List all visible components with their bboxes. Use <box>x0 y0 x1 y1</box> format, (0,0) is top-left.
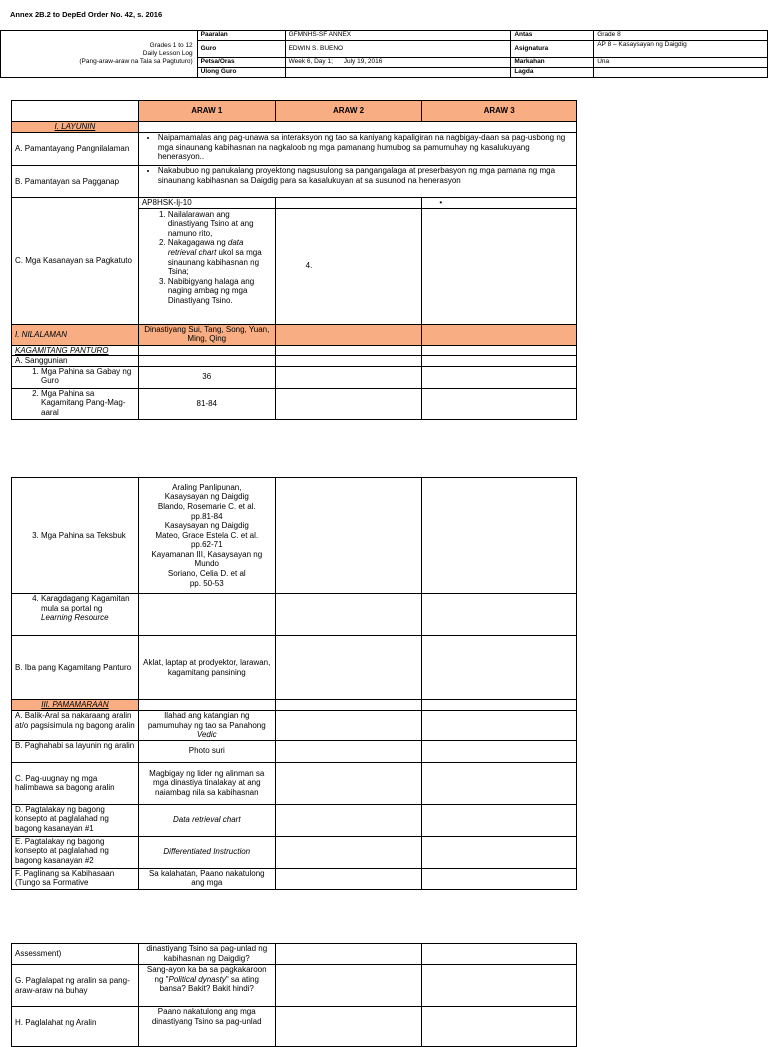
gabay-araw3 <box>422 366 577 388</box>
pagtalakay-2-label: E. Pagtalakay ng bagong konsepto at paglalahad ng bagong kasanayan #2 <box>12 836 139 868</box>
antas-label: Antas <box>511 31 594 41</box>
header-dll-line: Daily Lesson Log <box>142 50 193 57</box>
teksbuk-line-2: Kasaysayan ng Daigdig <box>164 492 249 502</box>
pamamaraan-araw1 <box>138 700 275 711</box>
assessment-araw2 <box>275 944 422 965</box>
teksbuk-line-9: Soriano, Celia D. et al <box>167 569 246 579</box>
pagtalakay-1-value: Data retrieval chart <box>138 804 275 836</box>
karagdagang-label-italic: Learning Resource <box>41 613 109 623</box>
kasanayan-code-araw3 <box>422 198 577 209</box>
pagtalakay-1-araw2 <box>275 804 422 836</box>
sanggunian-araw1 <box>138 356 275 367</box>
pamamaraan-araw3 <box>422 700 577 711</box>
asignatura-label: Asignatura <box>511 41 594 58</box>
paglalahat-value: Paano nakatulong ang mga dinastiyang Tsino sa pag-unlad <box>138 1007 275 1047</box>
paglalapat-araw3 <box>422 965 577 1007</box>
karagdagang-araw2 <box>275 594 422 636</box>
pagtalakay-2-value: Differentiated Instruction <box>138 836 275 868</box>
kasanayan-items-cell <box>138 208 275 324</box>
lesson-table-3 <box>11 943 577 1047</box>
pamantayang-text: • Naipamamalas ang pag-unawa sa interaksyon ng tao sa kaniyang kapaligiran na nagbigay-daan sa pag-usbong ng mga sinaunang kabihasnan na nagkaloob ng mga pamanang humubog sa pamumuhay ng kasalukuyang henerasyon.. <box>158 133 573 162</box>
paghahabi-araw3 <box>422 740 577 762</box>
pamamaraan-araw2 <box>275 700 422 711</box>
iba-value: Aklat, laptap at prodyektor, larawan, kagamitang pansining <box>138 636 275 700</box>
teksbuk-araw2 <box>275 478 422 594</box>
karagdagang-araw1 <box>138 594 275 636</box>
karagdagang-araw3 <box>422 594 577 636</box>
gabay-araw2 <box>275 366 422 388</box>
ulong-guro-value <box>285 68 511 78</box>
pag-uugnay-araw3 <box>422 762 577 804</box>
sanggunian-araw3 <box>422 356 577 367</box>
petsa-label: Petsa/Oras <box>197 58 285 68</box>
nilalaman-heading: I. NILALAMAN <box>12 324 139 345</box>
paglalapat-text-a: Sang-ayon ka ba sa pagkakaroon ng " <box>146 965 267 984</box>
kasanayan-item-2-a: Nakagagawa ng <box>167 238 228 248</box>
kagamitan-araw2 <box>275 345 422 356</box>
teksbuk-cell <box>12 478 139 594</box>
paglalapat-label: G. Paglalapat ng aralin sa pang-araw-araw na buhay <box>12 965 139 1007</box>
teksbuk-line-5: Kasaysayan ng Daigdig <box>164 521 249 531</box>
annex-title: Annex 2B.2 to DepEd Order No. 42, s. 2016 <box>10 10 163 19</box>
bullet-glyph: • <box>439 198 443 207</box>
pag-uugnay-araw2 <box>275 762 422 804</box>
teksbuk-line-8: Kayamanan III, Kasaysayan ng Mundo <box>151 549 263 569</box>
lesson-table-1 <box>11 100 577 420</box>
guro-value: EDWIN S. BUENO <box>285 41 511 58</box>
kagamitang-value: 81-84 <box>138 388 275 419</box>
kagamitang-araw2 <box>275 388 422 419</box>
kagamitan-araw3 <box>422 345 577 356</box>
kasanayan-item-1: 1. Nailalarawan ang dinastiyang Tsino at ang namuno rito, <box>168 210 272 239</box>
balik-aral-label: A. Balik-Aral sa nakaraang aralin at/o pagsisimula ng bagong aralin <box>12 711 139 741</box>
iba-araw2 <box>275 636 422 700</box>
header-grid <box>0 30 768 81</box>
teksbuk-line-3: Blando, Rosemarie C. et al. <box>157 501 256 511</box>
balik-aral-value <box>138 711 275 741</box>
nilalaman-araw2 <box>275 324 422 345</box>
paglalahat-araw2 <box>275 1007 422 1047</box>
kasanayan-item-2 <box>168 238 272 276</box>
kasanayan-araw3 <box>422 208 577 324</box>
kagamitang-cell <box>12 388 139 419</box>
pagtalakay-2-araw2 <box>275 836 422 868</box>
kasanayan-item-2-b: ukol sa mga sinaunang kabihasnan ng Tsina; <box>167 247 262 277</box>
kasanayan-code: AP8HSK-Ij-10 <box>138 198 275 209</box>
paglalahat-label: H. Paglalahat ng Aralin <box>12 1007 139 1047</box>
gabay-value: 36 <box>138 366 275 388</box>
paaralan-value-cell: GFMNHS-SF ANNEX <box>285 31 511 41</box>
pagganap-text: • Nakabubuo ng panukalang proyektong nagsusulong sa pangangalaga at preserbasyon ng mga pamana ng mga sinaunang kabihasnan sa Daigdig para sa kasalukuyan at sa susunod na henerasyon <box>158 166 573 185</box>
karagdagang-label <box>41 594 135 623</box>
layunin-blank <box>138 122 576 133</box>
karagdagang-label-text: Karagdagang Kagamitan mula sa portal ng <box>41 594 130 613</box>
assessment-label: Assessment) <box>12 944 139 965</box>
header-subtitle-line: (Pang-araw-araw na Tala sa Pagtuturo) <box>79 58 193 65</box>
paglinang-value: Sa kalahatan, Paano nakatulong ang mga <box>138 868 275 889</box>
karagdagang-cell <box>12 594 139 636</box>
markahan-value: Una <box>594 58 768 68</box>
paghahabi-label: B. Paghahabi sa layunin ng aralin <box>12 740 139 762</box>
sanggunian-araw2 <box>275 356 422 367</box>
paglalapat-value <box>138 965 275 1007</box>
pamantayang-label: A. Pamantayang Pangnilalaman <box>12 133 139 166</box>
kagamitang-label: 2. Mga Pahina sa Kagamitang Pang-Mag-aaral <box>41 389 135 418</box>
assessment-araw3 <box>422 944 577 965</box>
layunin-heading: I. LAYUNIN <box>12 122 139 133</box>
asignatura-value: AP 8 – Kasaysayan ng Daigdig <box>594 41 768 58</box>
gabay-label: 1. Mga Pahina sa Gabay ng Guro <box>41 367 135 386</box>
header-grades-line: Grades 1 to 12 <box>149 42 193 49</box>
header-left-block-2 <box>1 31 198 78</box>
day-header-2: ARAW 2 <box>275 101 422 122</box>
balik-aral-araw3 <box>422 711 577 741</box>
paaralan-label-cell: Paaralan <box>197 31 285 41</box>
ulong-guro-label: Ulong Guro <box>197 68 285 78</box>
teksbuk-line-1: Araling Panlipunan, <box>172 482 242 492</box>
paglalapat-italic: Political dynasty <box>168 974 226 984</box>
pagganap-label: B. Pamantayan sa Pagganap <box>12 166 139 198</box>
kasanayan-item-2-italic: data retrieval chart <box>167 238 244 257</box>
petsa-value: Week 6, Day 1; July 19, 2016 <box>285 58 511 68</box>
day-header-blank <box>12 101 139 122</box>
kagamitan-heading: KAGAMITANG PANTURO <box>12 345 139 356</box>
paghahabi-value: Photo suri <box>138 740 275 762</box>
guro-label: Guro <box>197 41 285 58</box>
assessment-value: dinastiyang Tsino sa pag-unlad ng kabihasnan ng Daigdig? <box>138 944 275 965</box>
nilalaman-araw3 <box>422 324 577 345</box>
antas-value: Grade 8 <box>594 31 768 41</box>
pag-uugnay-label: C. Pag-uugnay ng mga halimbawa sa bagong aralin <box>12 762 139 804</box>
markahan-label: Markahan <box>511 58 594 68</box>
gabay-cell <box>12 366 139 388</box>
kasanayan-item-3: 3. Nabibigyang halaga ang naging ambag ng mga Dinastiyang Tsino. <box>168 277 272 306</box>
pamantayang-cell <box>138 133 576 166</box>
kagamitang-araw3 <box>422 388 577 419</box>
pagtalakay-2-araw3 <box>422 836 577 868</box>
balik-aral-araw2 <box>275 711 422 741</box>
paglinang-araw2 <box>275 868 422 889</box>
kasanayan-code-araw2 <box>275 198 422 209</box>
teksbuk-line-10: pp. 50-53 <box>189 578 224 588</box>
lagda-label: Lagda <box>511 68 594 78</box>
lesson-table-2 <box>11 477 577 890</box>
day-header-3: ARAW 3 <box>422 101 577 122</box>
pagganap-cell <box>138 166 576 198</box>
pagtalakay-1-label: D. Pagtalakay ng bagong konsepto at paglalahad ng bagong kasanayan #1 <box>12 804 139 836</box>
balik-aral-text: Ilahad ang katangian ng pamumuhay ng tao sa Panahong <box>147 711 266 730</box>
nilalaman-text: Dinastiyang Sui, Tang, Song, Yuan, Ming, Qing <box>138 324 275 345</box>
teksbuk-line-6: Mateo, Grace Estela C. et al. <box>155 530 259 540</box>
paglalapat-text-b: " sa ating bansa? Bakit? Bakit hindi? <box>159 974 259 994</box>
pagtalakay-1-araw3 <box>422 804 577 836</box>
pag-uugnay-value: Magbigay ng lider ng alinman sa mga dinastiya tinalakay at ang naiambag nila sa kabihasnan <box>138 762 275 804</box>
paglalahat-araw3 <box>422 1007 577 1047</box>
paglinang-araw3 <box>422 868 577 889</box>
teksbuk-value <box>138 478 275 594</box>
balik-aral-italic: Vedic <box>196 730 217 740</box>
kasanayan-label: C. Mga Kasanayan sa Pagkatuto <box>12 198 139 325</box>
paghahabi-araw2 <box>275 740 422 762</box>
teksbuk-araw3 <box>422 478 577 594</box>
iba-araw3 <box>422 636 577 700</box>
kagamitan-araw1 <box>138 345 275 356</box>
teksbuk-line-7: pp.62-71 <box>190 540 223 550</box>
sanggunian-label: A. Sanggunian <box>12 356 139 367</box>
teksbuk-line-4: pp.81-84 <box>190 511 223 521</box>
pamamaraan-heading: III. PAMAMARAAN <box>12 700 139 711</box>
paglalapat-araw2 <box>275 965 422 1007</box>
iba-label: B. Iba pang Kagamitang Panturo <box>12 636 139 700</box>
lagda-value <box>594 68 768 78</box>
teksbuk-label: 3. Mga Pahina sa Teksbuk <box>41 531 135 541</box>
paglinang-label: F. Paglinang sa Kabihasaan (Tungo sa Formative <box>12 868 139 889</box>
kasanayan-araw2: 4. <box>275 208 422 324</box>
day-header-1: ARAW 1 <box>138 101 275 122</box>
